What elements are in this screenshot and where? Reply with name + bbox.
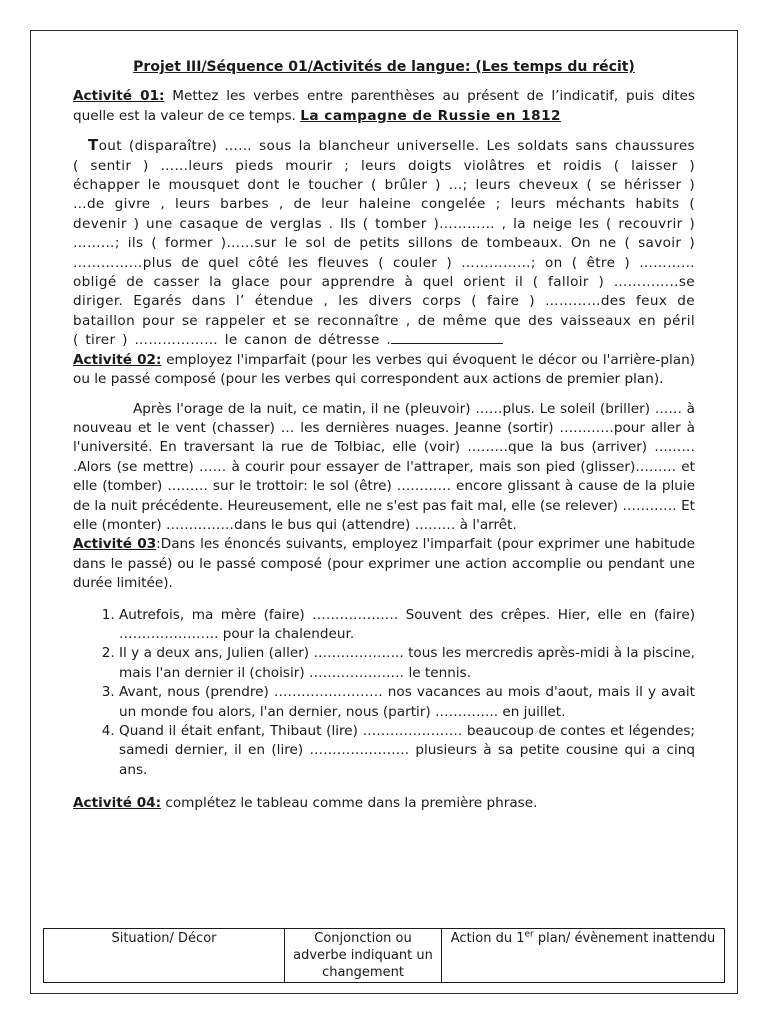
action-header-post: plan/ évènement inattendu: [533, 931, 716, 946]
activity-4-instruction: [73, 794, 695, 813]
activity-2-label: Activité 02:: [73, 351, 162, 368]
activity-2-passage-text: Après l'orage de la nuit, ce matin, il ne (pleuvoir) ……plus. Le soleil (briller) …… à nouveau et le vent (chasser) … les dernières nuages. Jeanne (sortir) …………pour aller à l'université. En traversant la rue de Tolbiac, elle (voir) ………que la bus (arriver) ……… .Alors (se mettre) …… à courir pour essayer de l'attraper, mais son pied (glisser)……… et elle (tomber) ……… sur le trottoir: le sol (être) ………… encore glissant à cause de la pluie de la nuit précédente. Heureusement, elle ne s'est pas fait mal, elle (se relever) ………… Et elle (monter) ……………dans le bus qui (attendre) ……… à l'arrêt.: [73, 400, 695, 533]
activity-3-list: [73, 606, 695, 781]
activity-2-text: employez l'imparfait (pour les verbes qui évoquent le décor ou l'arrière-plan) ou le passé composé (pour les verbes qui correspondent aux actions de premier plan).: [73, 351, 695, 388]
drop-initial: T: [88, 136, 99, 155]
list-item: 4. Quand il était enfant, Thibaut (lire) …………………. beaucoup de contes et légendes; samedi dernier, il en (lire) …………………. plusieurs à sa petite cousine qui a cinq ans.: [119, 722, 695, 780]
activity-1-passage-text: out (disparaître) …… sous la blancheur universelle. Les soldats sans chaussures ( sentir ) ……leurs pieds mourir ; leurs doigts violâtres et roidis ( laisser ) échapper le mousquet dont le toucher ( brûler ) …; leurs cheveux ( se hérisser ) …de givre , leurs barbes , de leur haleine congelée ; leurs méchants habits ( devenir ) une casaque de verglas . Ils ( tomber )………… , la neige les ( recouvrir ) ………; ils ( former )……sur le sol de petits sillons de tombeaux. On ne ( savoir ) ……………plus de quel côté les fleuves ( couler ) ……………; on ( être ) ………… obligé de casser la glace pour apprendre à quel orient il ( falloir ) …………..se diriger. Egarés dans l’ étendue , les divers corps ( faire ) …………des feux de bataillon pour se rappeler et se reconnaître , de même que des vaisseaux en péril ( tirer ) ……………… le canon de détresse .: [73, 138, 695, 349]
table-header-action: [442, 929, 725, 983]
activity-1-passage: [73, 136, 695, 350]
list-item: 3. Avant, nous (prendre) …………………… nos vacances au mois d'aout, mais il y avait un monde fou alors, l'an dernier, nous (partir) ………….. en juillet.: [119, 683, 695, 722]
table-header-conjunction: Conjonction ou adverbe indiquant un changement: [285, 929, 442, 983]
activity-1-label: Activité 01:: [73, 88, 165, 105]
activity-4-text: complétez le tableau comme dans la première phrase.: [161, 795, 538, 812]
table-header-situation: Situation/ Décor: [44, 929, 285, 983]
action-header-pre: Action du 1: [450, 931, 525, 946]
document-body: [73, 58, 695, 814]
activity-1-text: Mettez les verbes entre parenthèses au présent de l’indicatif, puis dites quelle est la valeur de ce temps.: [73, 88, 695, 124]
activity-4-table: [43, 928, 725, 983]
activity-3-text: :Dans les énoncés suivants, employez l'imparfait (pour exprimer une habitude dans le passé) ou le passé composé (pour exprimer une action accomplie ou pendant une durée limitée).: [73, 536, 695, 592]
list-item: 2. Il y a deux ans, Julien (aller) ……………….. tous les mercredis après-midi à la piscine, mais l'an dernier il (choisir) ………………… le tennis.: [119, 644, 695, 683]
activity-1-subtitle: La campagne de Russie en 1812: [300, 107, 562, 124]
activity-3-instruction: [73, 535, 695, 593]
activity-2-instruction: [73, 351, 695, 390]
activity-4-label: Activité 04:: [73, 795, 162, 812]
action-header-sup: er: [524, 929, 534, 940]
activity-1-instruction: [73, 87, 695, 126]
table-header-row: [44, 929, 725, 983]
list-item: 1. Autrefois, ma mère (faire) ………………. Souvent des crêpes. Hier, elle en (faire) …………………. pour la chalendeur.: [119, 606, 695, 645]
activity-2-passage: [73, 400, 695, 536]
answer-line: [391, 342, 503, 344]
page-title: Projet III/Séquence 01/Activités de langue: (Les temps du récit): [133, 59, 635, 75]
activity-3-label: Activité 03: [73, 536, 157, 553]
